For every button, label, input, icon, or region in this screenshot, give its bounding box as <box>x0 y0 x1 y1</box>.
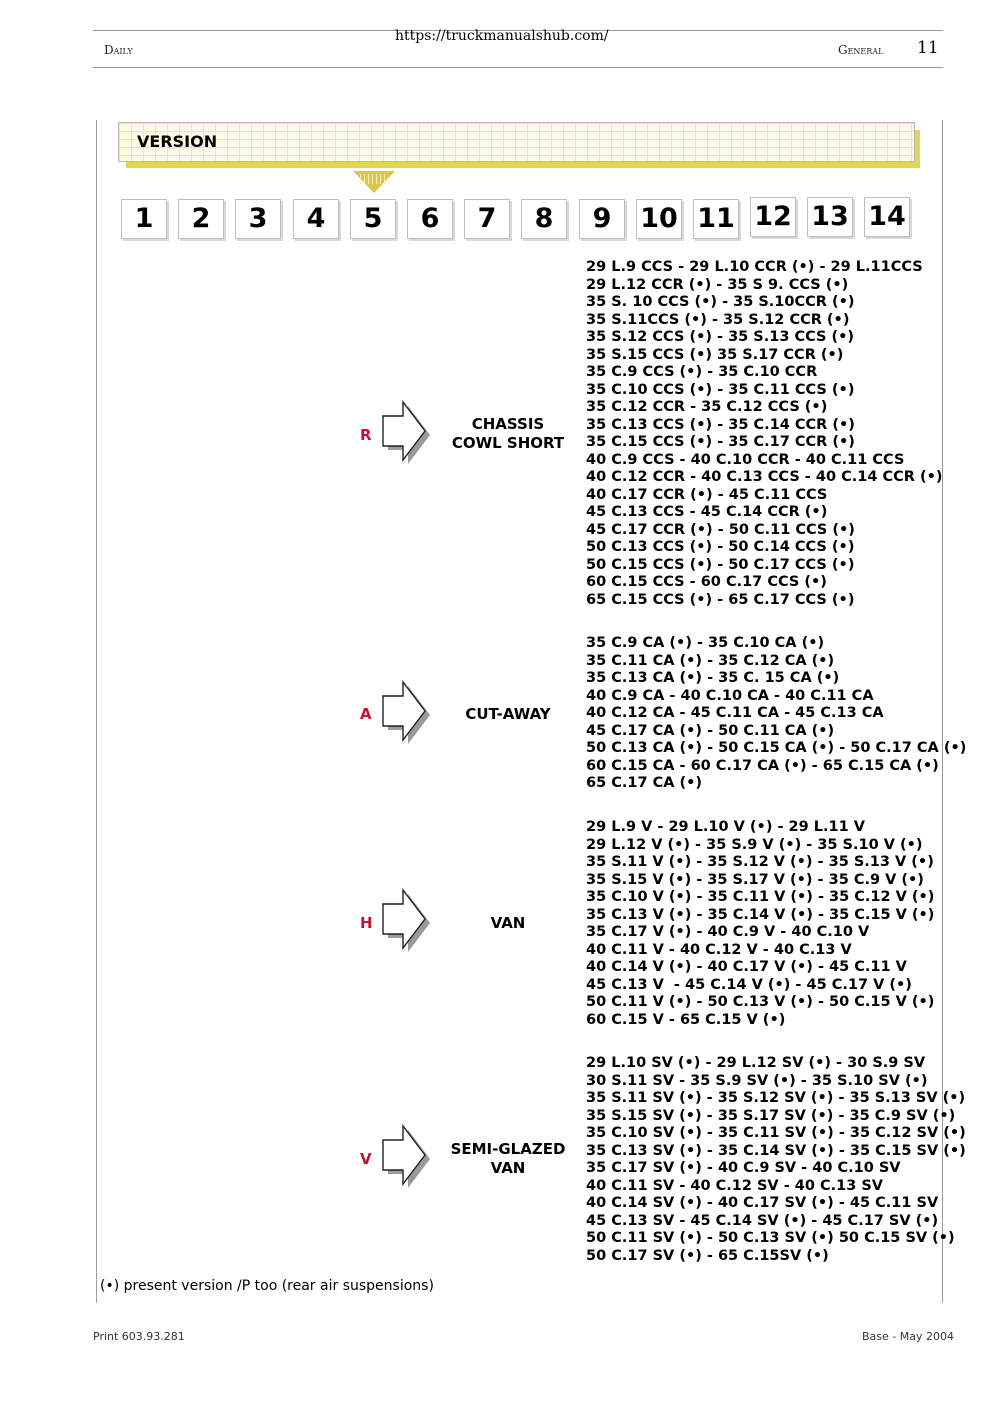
section-letter-h: H <box>360 914 373 932</box>
header-left-title: Daily <box>104 43 133 57</box>
section-letter-v: V <box>360 1150 372 1168</box>
version-number-3: 3 <box>235 199 281 239</box>
section-versions-chassis-cowl-short: 29 L.9 CCS - 29 L.10 CCR (•) - 29 L.11CCS 29 L.12 CCR (•) - 35 S 9. CCS (•) 35 S. 10 CCS (•) - 35 S.10CCR (•) 35 S.11CCS (•) - 35 S.12 CCR (•) 35 S.12 CCS (•) - 35 S.13 CCS (•) 35 S.15 CCS (•) 35 S.17 CCR (•) 35 C.9 CCS (•) - 35 C.10 CCR 35 C.10 CCS (•) - 35 C.11 CCS (•) 35 C.12 CCR - 35 C.12 CCS (•) 35 C.13 CCS (•) - 35 C.14 CCR (•) 35 C.15 CCS (•) - 35 C.17 CCR (•) 40 C.9 CCS - 40 C.10 CCR - 40 C.11 CCS 40 C.12 CCR - 40 C.13 CCS - 40 C.14 CCR (•) 40 C.17 CCR (•) - 45 C.11 CCS 45 C.13 CCS - 45 C.14 CCR (•) 45 C.17 CCR (•) - 50 C.11 CCS (•) 50 C.13 CCS (•) - 50 C.14 CCS (•) 50 C.15 CCS (•) - 50 C.17 CCS (•) 60 C.15 CCS - 60 C.17 CCS (•) 65 C.15 CCS (•) - 65 C.17 CCS (•) <box>586 259 943 608</box>
page-number: 11 <box>917 38 939 58</box>
header-right-title: General <box>838 43 884 57</box>
version-number-14: 14 <box>864 197 910 237</box>
section-versions-van: 29 L.9 V - 29 L.10 V (•) - 29 L.11 V 29 L.12 V (•) - 35 S.9 V (•) - 35 S.10 V (•) 35 S.11 V (•) - 35 S.12 V (•) - 35 S.13 V (•) 35 S.15 V (•) - 35 S.17 V (•) - 35 C.9 V (•) 35 C.10 V (•) - 35 C.11 V (•) - 35 C.12 V (•) 35 C.13 V (•) - 35 C.14 V (•) - 35 C.15 V (•) 35 C.17 V (•) - 40 C.9 V - 40 C.10 V 40 C.11 V - 40 C.12 V - 40 C.13 V 40 C.14 V (•) - 40 C.17 V (•) - 45 C.11 V 45 C.13 V - 45 C.14 V (•) - 45 C.17 V (•) 50 C.11 V (•) - 50 C.13 V (•) - 50 C.15 V (•) 60 C.15 V - 65 C.15 V (•) <box>586 819 935 1028</box>
version-title: VERSION <box>137 132 218 151</box>
version-bar <box>118 122 915 162</box>
source-url[interactable]: https://truckmanualshub.com/ <box>395 28 609 44</box>
section-name-semi-glazed-van: SEMI-GLAZED VAN <box>450 1140 566 1177</box>
arrow-right-icon <box>380 1124 436 1194</box>
section-name-van: VAN <box>490 914 526 932</box>
header-bottom-rule <box>93 67 943 68</box>
version-number-12: 12 <box>750 197 796 237</box>
footnote: (•) present version /P too (rear air suspensions) <box>100 1278 434 1294</box>
version-number-1: 1 <box>121 199 167 239</box>
section-letter-a: A <box>360 705 372 723</box>
section-versions-cut-away: 35 C.9 CA (•) - 35 C.10 CA (•) 35 C.11 CA (•) - 35 C.12 CA (•) 35 C.13 CA (•) - 35 C. 15 CA (•) 40 C.9 CA - 40 C.10 CA - 40 C.11 CA 40 C.12 CA - 45 C.11 CA - 45 C.13 CA 45 C.17 CA (•) - 50 C.11 CA (•) 50 C.13 CA (•) - 50 C.15 CA (•) - 50 C.17 CA (•) 60 C.15 CA - 60 C.17 CA (•) - 65 C.15 CA (•) 65 C.17 CA (•) <box>586 635 967 791</box>
version-number-2: 2 <box>178 199 224 239</box>
version-number-10: 10 <box>636 199 682 239</box>
version-number-9: 9 <box>579 199 625 239</box>
section-letter-r: R <box>360 426 372 444</box>
version-number-5: 5 <box>350 199 396 239</box>
footer-edition: Base - May 2004 <box>862 1330 954 1343</box>
version-number-8: 8 <box>521 199 567 239</box>
version-number-7: 7 <box>464 199 510 239</box>
version-number-6: 6 <box>407 199 453 239</box>
version-number-13: 13 <box>807 197 853 237</box>
version-pointer-hatch <box>360 174 388 184</box>
arrow-right-icon <box>380 400 436 470</box>
version-number-11: 11 <box>693 199 739 239</box>
section-versions-semi-glazed-van: 29 L.10 SV (•) - 29 L.12 SV (•) - 30 S.9 SV 30 S.11 SV - 35 S.9 SV (•) - 35 S.10 SV (•) 35 S.11 SV (•) - 35 S.12 SV (•) - 35 S.13 SV (•) 35 S.15 SV (•) - 35 S.17 SV (•) - 35 C.9 SV (•) 35 C.10 SV (•) - 35 C.11 SV (•) - 35 C.12 SV (•) 35 C.13 SV (•) - 35 C.14 SV (•) - 35 C.15 SV (•) 35 C.17 SV (•) - 40 C.9 SV - 40 C.10 SV 40 C.11 SV - 40 C.12 SV - 40 C.13 SV 40 C.14 SV (•) - 40 C.17 SV (•) - 45 C.11 SV 45 C.13 SV - 45 C.14 SV (•) - 45 C.17 SV (•) 50 C.11 SV (•) - 50 C.13 SV (•) 50 C.15 SV (•) 50 C.17 SV (•) - 65 C.15SV (•) <box>586 1055 966 1264</box>
section-name-cut-away: CUT-AWAY <box>465 705 551 723</box>
arrow-right-icon <box>380 888 436 958</box>
arrow-right-icon <box>380 680 436 750</box>
footer-print-code: Print 603.93.281 <box>93 1330 185 1343</box>
section-name-chassis-cowl-short: CHASSIS COWL SHORT <box>451 415 565 452</box>
frame-left-rule <box>96 120 97 1303</box>
version-number-4: 4 <box>293 199 339 239</box>
